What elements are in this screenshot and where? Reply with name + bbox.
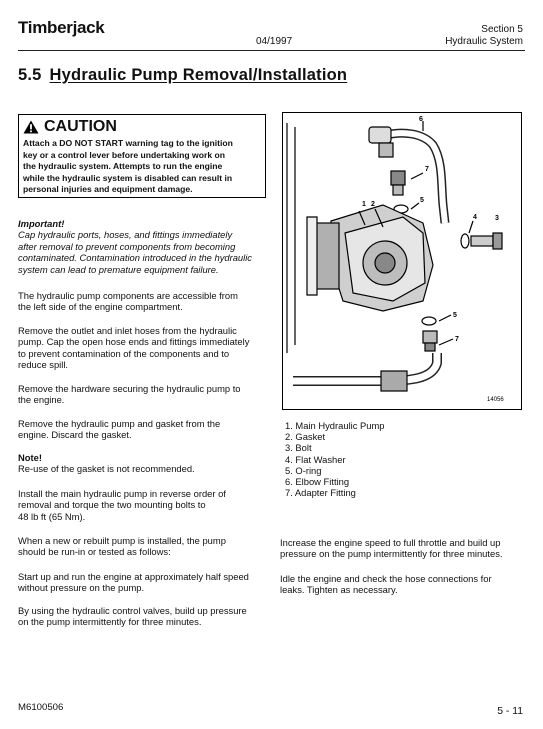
- caution-line: personal injuries and equipment damage.: [23, 184, 193, 195]
- text-line: Increase the engine speed to full throttle and build up: [280, 537, 501, 548]
- text-line: without pressure on the pump.: [18, 582, 145, 594]
- pump-diagram: [283, 113, 521, 409]
- callout-1: 1: [362, 201, 366, 208]
- figure-number: 14056: [487, 397, 504, 403]
- note-block: [18, 452, 195, 475]
- text-line: should be run-in or tested as follows:: [18, 546, 171, 558]
- figure-legend: [285, 420, 385, 498]
- important-block: [18, 218, 252, 275]
- header-divider: [18, 50, 525, 51]
- note-label: Note!: [18, 452, 42, 463]
- page-title: [18, 66, 347, 85]
- document-number: M6100506: [18, 702, 64, 713]
- legend-item: 3. Bolt: [285, 442, 312, 454]
- text-line: By using the hydraulic control valves, build up pressure: [18, 605, 247, 616]
- callout-5-bottom: 5: [453, 312, 457, 319]
- title-text: Hydraulic Pump Removal/Installation: [49, 66, 348, 84]
- legend-item: 6. Elbow Fitting: [285, 476, 350, 488]
- title-number: 5.5: [18, 66, 42, 84]
- legend-item: 1. Main Hydraulic Pump: [285, 420, 385, 431]
- paragraph-build-pressure: [18, 605, 247, 628]
- paragraph-remove-hardware: [18, 383, 241, 406]
- text-line: Idle the engine and check the hose connections for: [280, 573, 492, 584]
- paragraph-remove-pump: [18, 418, 220, 441]
- paragraph-access: [18, 290, 238, 313]
- callout-4: 4: [473, 214, 477, 221]
- chapter-name: Hydraulic System: [445, 36, 523, 47]
- paragraph-install: [18, 488, 226, 522]
- callout-6: 6: [419, 116, 423, 123]
- caution-box: [18, 114, 266, 198]
- page-number: 5 - 11: [497, 706, 523, 717]
- important-line: Cap hydraulic ports, hoses, and fittings immediately: [18, 229, 233, 241]
- caution-heading-text: CAUTION: [44, 118, 117, 135]
- text-line: removal and torque the two mounting bolts to: [18, 499, 206, 511]
- text-line: leaks. Tighten as necessary.: [280, 584, 398, 596]
- text-line: the left side of the engine compartment.: [18, 301, 183, 313]
- legend-item: 4. Flat Washer: [285, 453, 346, 465]
- text-line: the engine.: [18, 394, 65, 406]
- caution-line: the hydraulic system. Attempts to run the engine: [23, 161, 223, 172]
- text-line: When a new or rebuilt pump is installed, the pump: [18, 535, 226, 546]
- important-line: after removal to prevent components from becoming: [18, 240, 236, 252]
- text-line: Remove the hardware securing the hydraulic pump to: [18, 383, 241, 394]
- callout-3: 3: [495, 215, 499, 222]
- paragraph-idle-check: [280, 573, 492, 596]
- caution-line: key or a control lever before undertaking work on: [23, 149, 226, 160]
- callout-2: 2: [371, 201, 375, 208]
- text-line: pressure on the pump intermittently for three minutes.: [280, 548, 503, 560]
- text-line: The hydraulic pump components are accessible from: [18, 290, 238, 301]
- legend-item: 7. Adapter Fitting: [285, 487, 356, 499]
- section-info: [445, 24, 523, 48]
- text-line: Install the main hydraulic pump in reverse order of: [18, 488, 226, 499]
- legend-item: 2. Gasket: [285, 431, 326, 443]
- text-line: Remove the hydraulic pump and gasket from the: [18, 418, 221, 429]
- publication-date: 04/1997: [256, 36, 293, 47]
- section-number: Section 5: [481, 24, 523, 35]
- paragraph-start-engine: [18, 571, 249, 594]
- note-text: Re-use of the gasket is not recommended.: [18, 463, 195, 475]
- text-line: engine. Discard the gasket.: [18, 429, 132, 441]
- caution-line: Attach a DO NOT START warning tag to the ignition: [23, 138, 233, 148]
- paragraph-run-in: [18, 535, 226, 558]
- important-label: Important!: [18, 218, 65, 229]
- caution-heading: [23, 117, 261, 137]
- callout-7-top: 7: [425, 166, 429, 173]
- text-line: reduce spill.: [18, 359, 69, 371]
- legend-item: 5. O-ring: [285, 464, 322, 476]
- important-line: contaminated. Contamination introduced in the hydraulic: [18, 252, 252, 264]
- callout-5-top: 5: [420, 197, 424, 204]
- text-line: on the pump intermittently for three minutes.: [18, 616, 202, 628]
- text-line: pump. Cap the open hose ends and fittings immediately: [18, 336, 250, 348]
- caution-line: while the hydraulic system is disabled can result in: [23, 172, 233, 183]
- callout-7-bottom: 7: [455, 336, 459, 343]
- text-line: Start up and run the engine at approximately half speed: [18, 571, 249, 582]
- brand-logo: Timberjack: [18, 18, 105, 37]
- paragraph-full-throttle: [280, 537, 503, 560]
- caution-text: [23, 138, 261, 196]
- text-line: Remove the outlet and inlet hoses from the hydraulic: [18, 325, 237, 336]
- paragraph-remove-hoses: [18, 325, 249, 371]
- important-line: system can lead to premature equipment failure.: [18, 263, 219, 275]
- warning-triangle-icon: [23, 120, 39, 134]
- pump-illustration: [282, 112, 522, 410]
- text-line: to prevent contamination of the components and to: [18, 347, 230, 359]
- text-line: 48 lb ft (65 Nm).: [18, 510, 86, 522]
